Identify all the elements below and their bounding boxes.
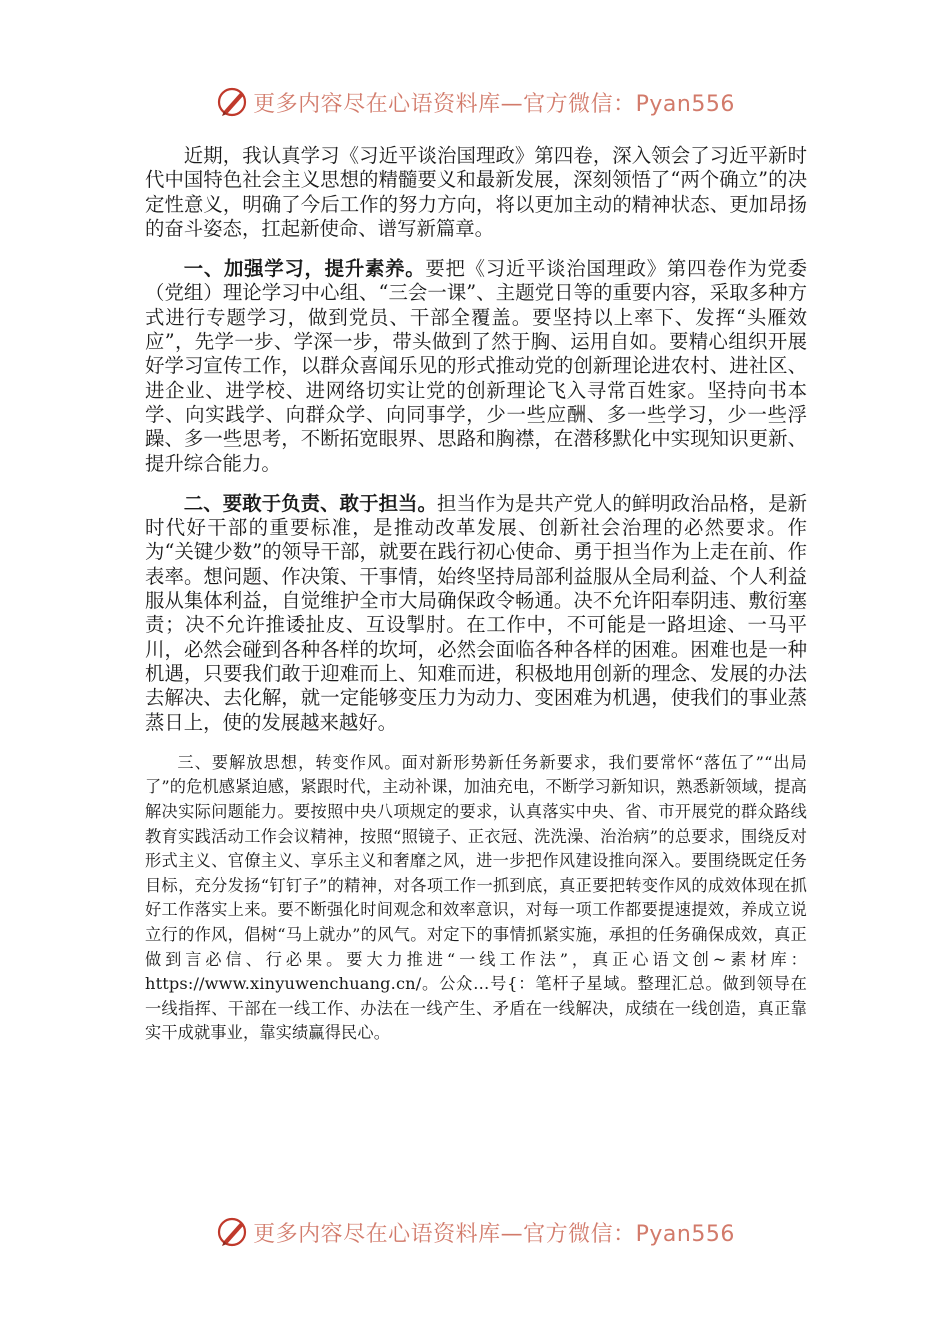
pen-logo-icon bbox=[215, 85, 249, 119]
section-1-heading: 一、加强学习，提升素养。 bbox=[183, 257, 426, 281]
section-2-body: 担当作为是共产党人的鲜明政治品格，是新时代好干部的重要标准，是推动改革发展、创新社会治理的必然要求。作为“关键少数”的领导干部，就要在践行初心使命、勇于担当作为上走在前、作表率。想问题、作决策、干事情，始终坚持局部利益服从全局利益、个人利益服从集体利益，自觉维护全市大局确保政令畅通。决不允许阳奉阴违、敷衍塞责；决不允许推诿扯皮、互设掣肘。在工作中，不可能是一路坦途、一马平川，必然会碰到各种各样的坎坷，必然会面临各种各样的困难。困难也是一种机遇，只要我们敢于迎难而上、知难而进，积极地用创新的理念、发展的办法去解决、去化解，就一定能够变压力为动力、变困难为机遇，使我们的事业蒸蒸日上，使的发展越来越好。 bbox=[145, 491, 808, 734]
footer-banner bbox=[0, 1212, 950, 1252]
section-2-heading: 二、要敢于负责、敢于担当。 bbox=[183, 491, 438, 515]
section-1-body: 要把《习近平谈治国理政》第四卷作为党委（党组）理论学习中心组、“三会一课”、主题党日等的重要内容，采取多种方式进行专题学习，做到党员、干部全覆盖。要坚持以上率下、发挥“头雁效应”，先学一步、学深一步，带头做到了然于胸、运用自如。要精心组织开展好学习宣传工作，以群众喜闻乐见的形式推动党的创新理论进农村、进社区、进企业、进学校、进网络切实让党的创新理论飞入寻常百姓家。坚持向书本学、向实践学、向群众学、向同事学，少一些应酬、多一些学习，少一些浮躁、多一些思考，不断拓宽眼界、思路和胸襟，在潜移默化中实现知识更新、提升综合能力。 bbox=[145, 257, 808, 475]
banner-text: 更多内容尽在心语资料库—官方微信：Pyan556 bbox=[253, 1221, 735, 1247]
pen-logo-icon bbox=[215, 1215, 249, 1249]
section-2-paragraph bbox=[145, 492, 807, 735]
header-banner bbox=[0, 82, 950, 122]
intro-paragraph: 近期，我认真学习《习近平谈治国理政》第四卷，深入领会了习近平新时代中国特色社会主义思想的精髓要义和最新发展，深刻领悟了“两个确立”的决定性意义，明确了今后工作的努力方向，将以更加主动的精神状态、更加昂扬的奋斗姿态，扛起新使命、谱写新篇章。 bbox=[145, 144, 807, 240]
banner-text: 更多内容尽在心语资料库—官方微信：Pyan556 bbox=[253, 91, 735, 117]
section-1-paragraph bbox=[145, 257, 807, 476]
document-body bbox=[145, 144, 807, 1046]
section-3-paragraph: 三、要解放思想，转变作风。面对新形势新任务新要求，我们要常怀“落伍了”“出局了”的危机感紧迫感，紧跟时代，主动补课，加油充电，不断学习新知识，熟悉新领域，提高解决实际问题能力。要按照中央八项规定的要求，认真落实中央、省、市开展党的群众路线教育实践活动工作会议精神，按照“照镜子、正衣冠、洗洗澡、治治病”的总要求，围绕反对形式主义、官僚主义、享乐主义和奢靡之风，进一步把作风建设推向深入。要围绕既定任务目标，充分发扬“钉钉子”的精神，对各项工作一抓到底，真正要把转变作风的成效体现在抓好工作落实上来。要不断强化时间观念和效率意识，对每一项工作都要提速提效，养成立说立行的作风，倡树“马上就办”的风气。对定下的事情抓紧实施，承担的任务确保成效，真正做到言必信、行必果。要大力推进“一线工作法”，真正心语文创~素材库：https://www.xinyuwenchuang.cn/。公众…号{：笔杆子星域。整理汇总。做到领导在一线指挥、干部在一线工作、办法在一线产生、矛盾在一线解决，成绩在一线创造，真正靠实干成就事业，靠实绩赢得民心。 bbox=[145, 752, 807, 1043]
